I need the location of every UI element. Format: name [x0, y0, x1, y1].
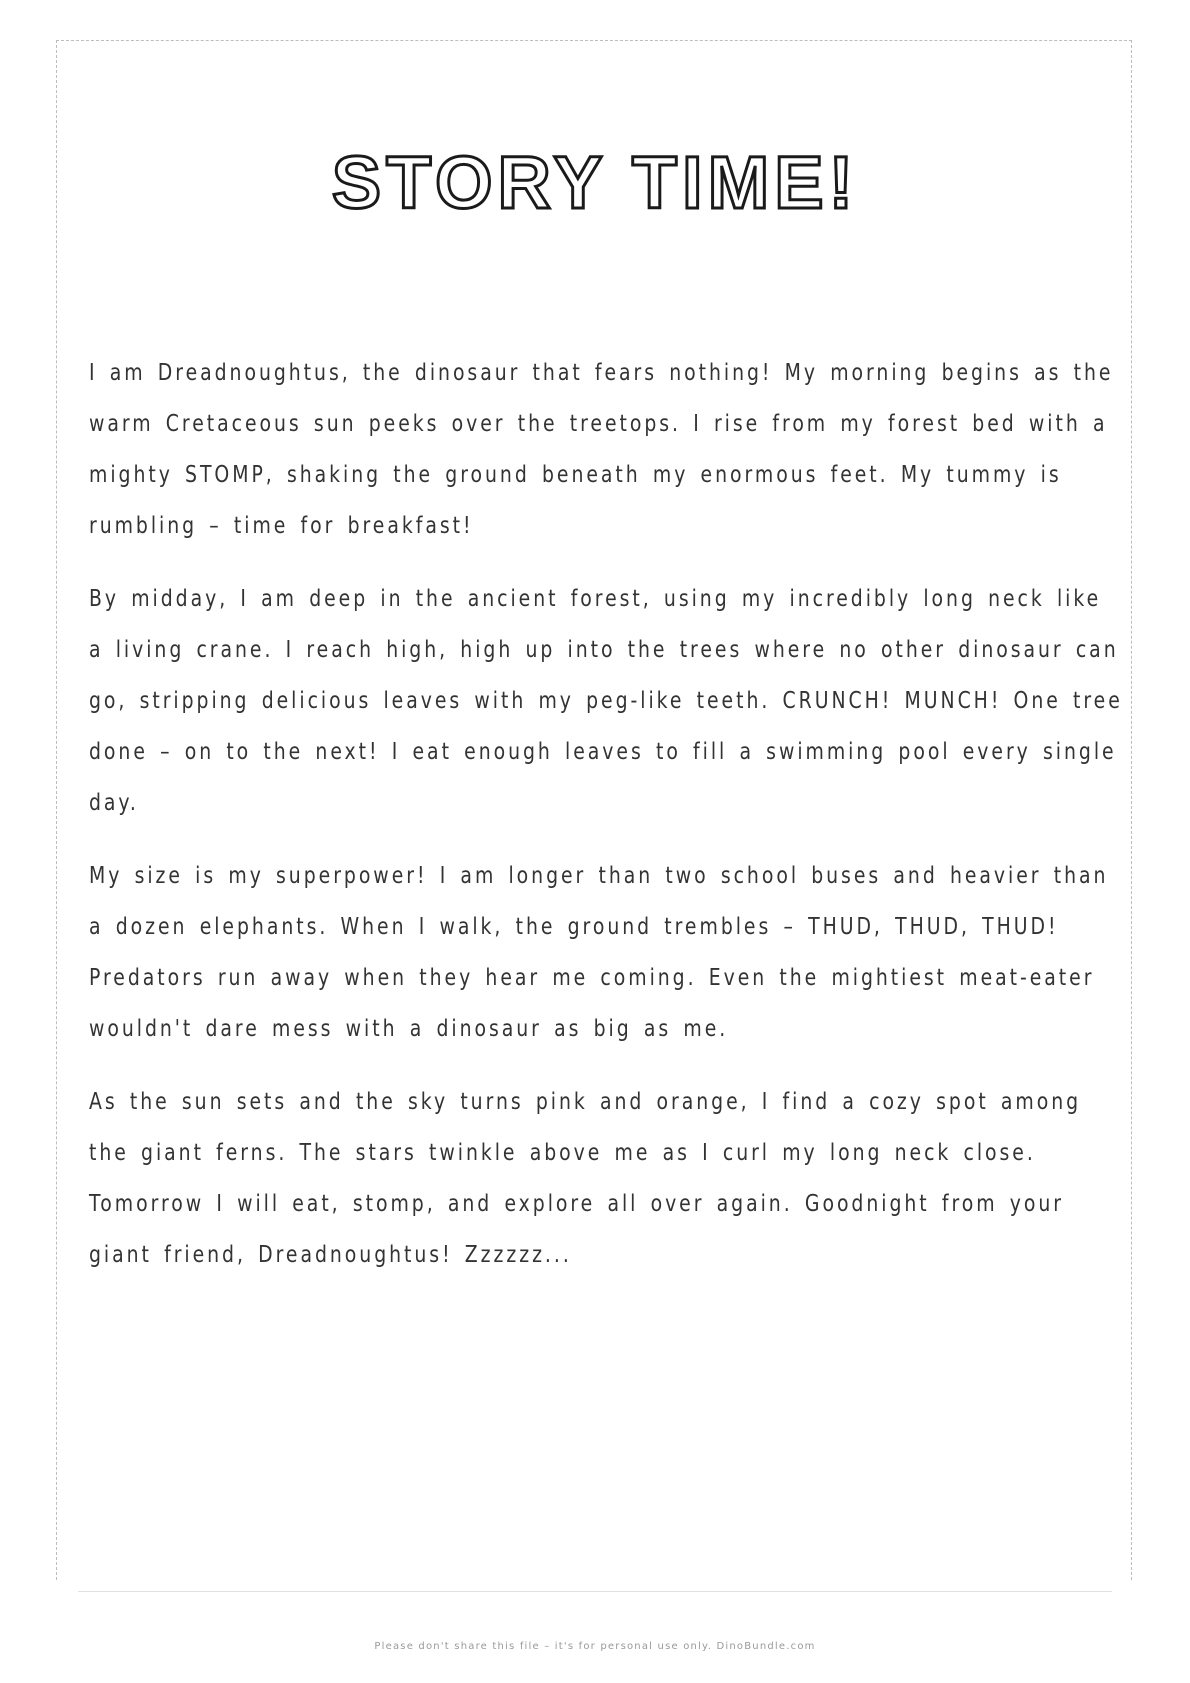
footer-divider — [78, 1591, 1112, 1592]
story-paragraph-1: I am Dreadnoughtus, the dinosaur that fears nothing! My morning begins as the warm Cretaceous sun peeks over the treetops. I rise from my forest bed with a mighty STOMP, shaking the ground beneath my enormous feet. My tummy is rumbling – time for breakfast! — [89, 360, 1114, 539]
story-paragraph-4: As the sun sets and the sky turns pink and orange, I find a cozy spot among the giant ferns. The stars twinkle above me as I curl my long neck close. Tomorrow I will eat, stomp, and explore all over again. Goodnight from your giant friend, Dreadnoughtus! Zzzzzz... — [89, 1089, 1082, 1268]
page-title: STORY TIME! — [331, 140, 859, 224]
story-paragraph-2: By midday, I am deep in the ancient forest, using my incredibly long neck like a living crane. I reach high, high up into the trees where no other dinosaur can go, stripping delicious leaves with my peg-like teeth. CRUNCH! MUNCH! One tree done – on to the next! I eat enough leaves to fill a swimming pool every single day. — [89, 586, 1123, 816]
story-body — [89, 348, 1123, 1303]
footer-note: Please don't share this file – it's for personal use only. DinoBundle.com — [374, 1641, 816, 1652]
story-paragraph-3: My size is my superpower! I am longer than two school buses and heavier than a dozen elephants. When I walk, the ground trembles – THUD, THUD, THUD! Predators run away when they hear me coming. Even the mightiest meat-eater wouldn't dare mess with a dinosaur as big as me. — [89, 863, 1109, 1042]
